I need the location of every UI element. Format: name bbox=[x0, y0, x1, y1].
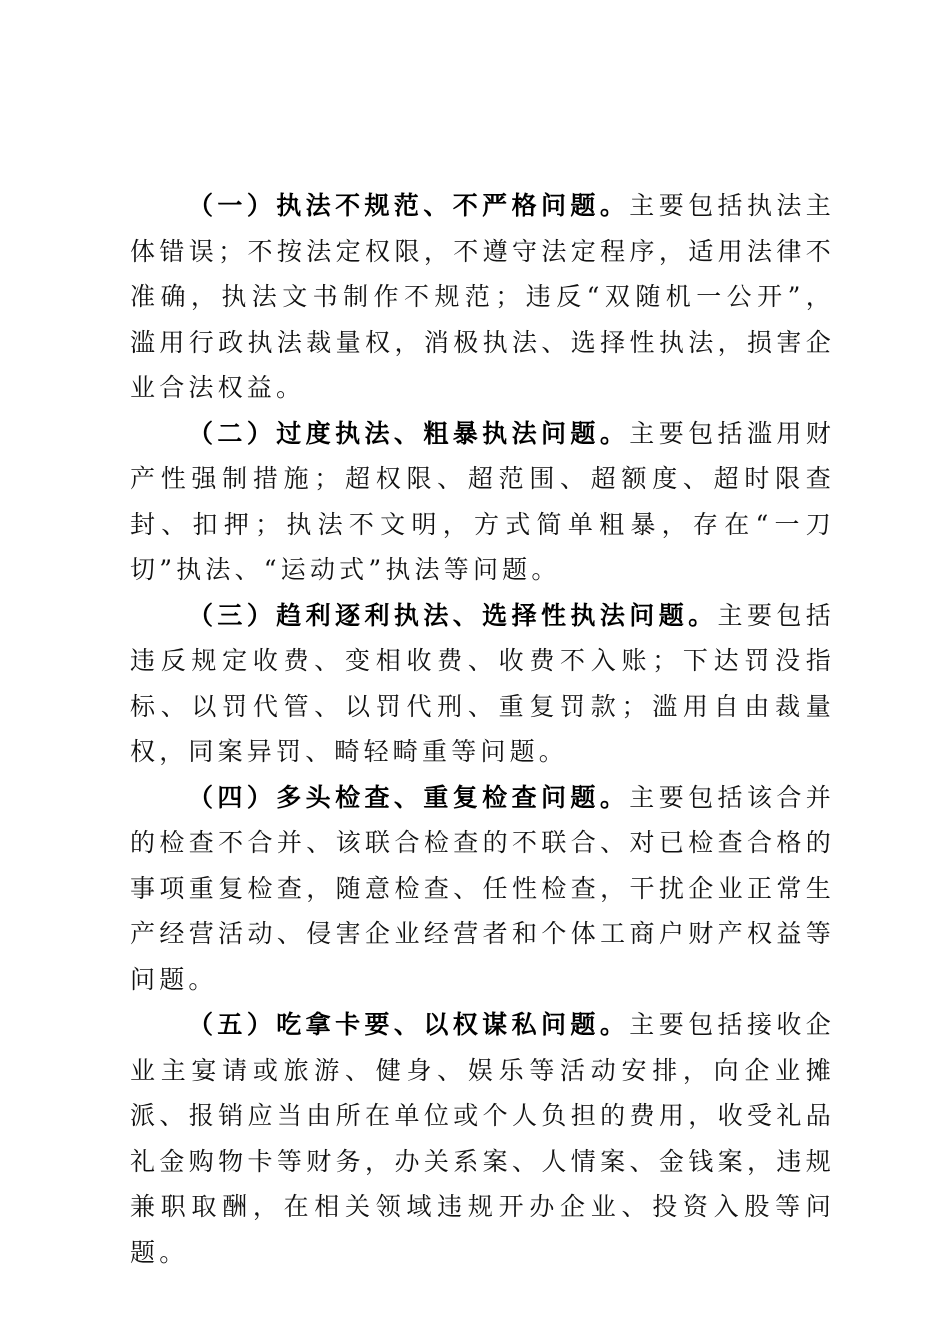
paragraph-3-heading: （三）趋利逐利执法、选择性执法问题。 bbox=[188, 600, 718, 630]
paragraph-5 bbox=[130, 1002, 835, 1275]
paragraph-4 bbox=[130, 775, 835, 1003]
paragraph-5-heading: （五）吃拿卡要、以权谋私问题。 bbox=[188, 1010, 630, 1039]
paragraph-4-text: 主要包括该合并的检查不合并、该联合检查的不联合、对已检查合格的事项重复检查，随意检查、任性检查，干扰企业正常生产经营活动、侵害企业经营者和个体工商户财产权益等问题。 bbox=[130, 782, 835, 994]
paragraph-5-text: 主要包括接收企业主宴请或旅游、健身、娱乐等活动安排，向企业摊派、报销应当由所在单位或个人负担的费用，收受礼品礼金购物卡等财务，办关系案、人情案、金钱案，违规兼职取酬，在相关领域违规开办企业、投资入股等问题。 bbox=[130, 1010, 835, 1267]
paragraph-2-text: 主要包括滥用财产性强制措施；超权限、超范围、超额度、超时限查封、扣押；执法不文明，方式简单粗暴，存在“一刀切”执法、“运动式”执法等问题。 bbox=[130, 418, 835, 584]
paragraph-2-heading: （二）过度执法、粗暴执法问题。 bbox=[188, 418, 630, 448]
paragraph-3-text: 主要包括违反规定收费、变相收费、收费不入账；下达罚没指标、以罚代管、以罚代刑、重复罚款；滥用自由裁量权，同案异罚、畸轻畸重等问题。 bbox=[130, 600, 835, 766]
paragraph-2 bbox=[130, 411, 835, 593]
document-body bbox=[130, 183, 835, 1275]
paragraph-1-heading: （一）执法不规范、不严格问题。 bbox=[188, 191, 630, 220]
paragraph-3 bbox=[130, 593, 835, 775]
paragraph-1 bbox=[130, 183, 835, 411]
paragraph-4-heading: （四）多头检查、重复检查问题。 bbox=[188, 782, 630, 812]
paragraph-1-text: 主要包括执法主体错误；不按法定权限，不遵守法定程序，适用法律不准确，执法文书制作不规范；违反“双随机一公开”，滥用行政执法裁量权，消极执法、选择性执法，损害企业合法权益。 bbox=[130, 191, 835, 402]
